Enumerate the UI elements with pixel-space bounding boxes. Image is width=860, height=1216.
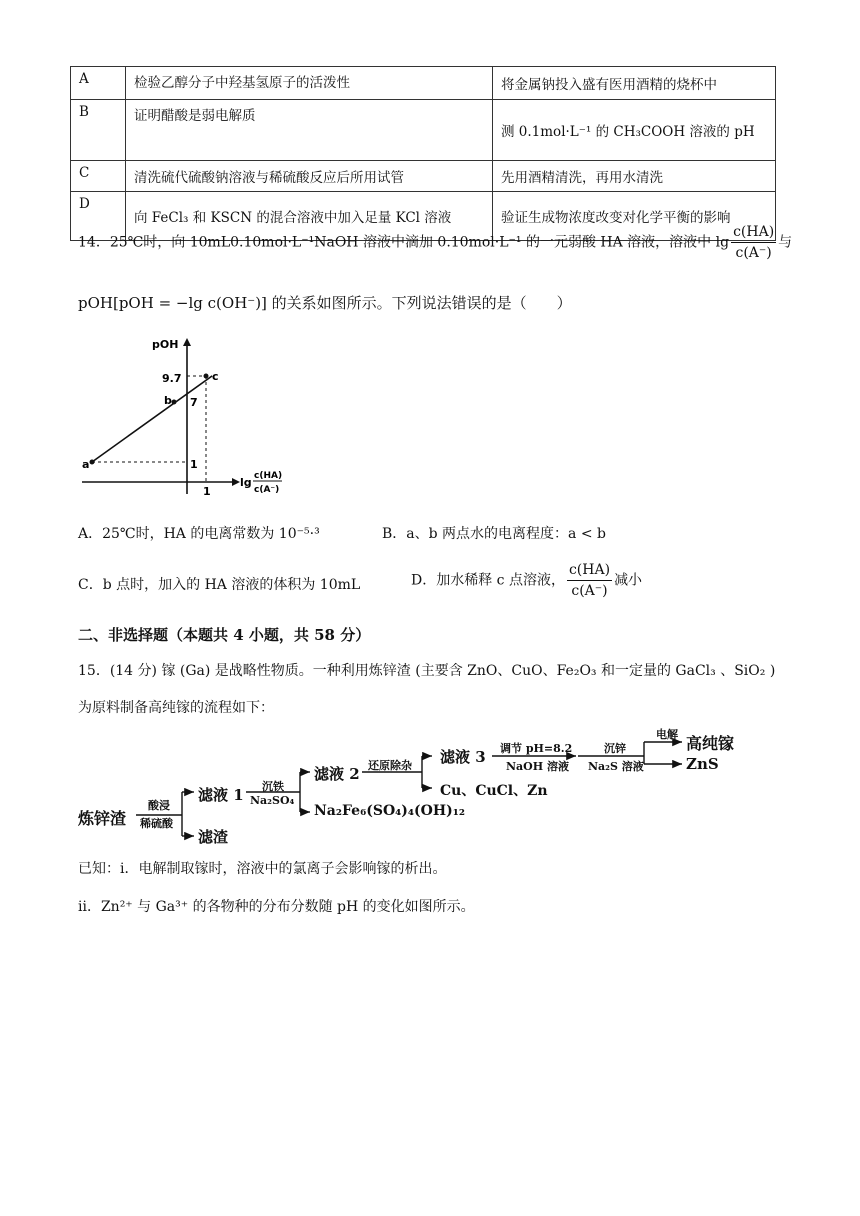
q14-stem-text: 14．25℃时，向 10mL0.10mol·L⁻¹NaOH 溶液中滴加 0.10mol·L⁻¹ 的一元弱酸 HA 溶液，溶液中 lg [78, 234, 730, 251]
option-d-post: 减小 [614, 572, 643, 589]
row-col2: 验证生成物浓度改变对化学平衡的影响 [493, 192, 776, 241]
row-col2: 先用酒精清洗，再用水清洗 [493, 161, 776, 192]
data-line [92, 376, 212, 462]
row-col2: 将金属钠投入盛有医用酒精的烧杯中 [493, 67, 776, 100]
option-d-fraction [567, 560, 612, 601]
row-col2: 测 0.1mol·L⁻¹ 的 CH₃COOH 溶液的 pH [493, 100, 776, 161]
q14-stem-line2: pOH[pOH = −lg c(OH⁻)] 的关系如图所示。下列说法错误的是（ ） [78, 294, 572, 312]
row-col1: 检验乙醇分子中羟基氢原子的活泼性 [126, 67, 493, 100]
q15-known-1: 已知：ⅰ．电解制取镓时，溶液中的氯离子会影响镓的析出。 [78, 861, 447, 877]
section-heading: 二、非选择题（本题共 4 小题，共 58 分） [78, 626, 371, 644]
frac-denominator: c(A⁻) [735, 245, 772, 261]
y-axis-arrow [183, 338, 191, 346]
row-col1: 清洗硫代硫酸钠溶液与稀硫酸反应后所用试管 [126, 161, 493, 192]
q14-option-a: A．25℃时，HA 的电离常数为 10⁻⁵·³ [78, 526, 320, 542]
q14-option-d [411, 560, 642, 601]
flow-product: 高纯镓 [686, 734, 735, 753]
flow-residue: 滤渣 [198, 828, 229, 846]
table-row [71, 100, 776, 161]
x-axis-prefix: lg [240, 476, 252, 489]
flow-byproducts: Cu、CuCl、Zn [440, 783, 548, 799]
q14-option-c: C．b 点时，加入的 HA 溶液的体积为 10mL [78, 577, 361, 593]
point-c-label: c [212, 370, 219, 383]
flow-zn-bottom: Na₂S 溶液 [588, 760, 644, 773]
row-key: D [71, 192, 126, 241]
row-col1: 向 FeCl₃ 和 KSCN 的混合溶液中加入足量 KCl 溶液 [126, 192, 493, 241]
flow-fe-top: 沉铁 [262, 780, 284, 793]
table-row [71, 67, 776, 100]
tick-1-y: 1 [190, 458, 198, 471]
flow-fe-bottom: Na₂SO₄ [250, 794, 295, 807]
flow-ph-bottom: NaOH 溶液 [506, 760, 569, 773]
x-axis-num: c(HA) [254, 471, 283, 481]
point-b-dot [172, 400, 177, 405]
flow-filtrate1: 滤液 1 [198, 786, 244, 804]
q14-stem-line1 [78, 222, 792, 263]
point-b-label: b [164, 394, 172, 407]
tick-7: 7 [190, 396, 198, 409]
options-table [70, 66, 776, 241]
row-key: B [71, 100, 126, 161]
frac-numerator: c(HA) [731, 222, 776, 243]
point-c-dot [204, 374, 209, 379]
row-key: A [71, 67, 126, 100]
q14-graph [72, 334, 292, 504]
flow-zns: ZnS [686, 755, 719, 773]
frac-numerator: c(HA) [567, 560, 612, 581]
option-d-pre: D．加水稀释 c 点溶液， [411, 572, 565, 589]
point-a-dot [90, 460, 95, 465]
flow-start: 炼锌渣 [78, 809, 127, 828]
q14-option-b: B．a、b 两点水的电离程度：a < b [382, 526, 606, 542]
frac-denominator: c(A⁻) [571, 583, 608, 599]
flow-zn-top: 沉锌 [604, 742, 626, 755]
row-key: C [71, 161, 126, 192]
y-axis-label: pOH [152, 338, 179, 351]
q15-line1: 15．(14 分) 镓 (Ga) 是战略性物质。一种利用炼锌渣 (主要含 ZnO、CuO、Fe₂O₃ 和一定量的 GaCl₃ 、SiO₂ ) [78, 663, 776, 679]
flow-ph-top: 调节 pH=8.2 [500, 742, 573, 755]
tick-1-x: 1 [203, 485, 211, 498]
row-col1: 证明醋酸是弱电解质 [126, 100, 493, 161]
q14-stem-tail: 与 [778, 234, 793, 251]
flow-acid-top: 酸浸 [148, 799, 170, 812]
q15-known-2: ⅱ．Zn²⁺ 与 Ga³⁺ 的各物种的分布分数随 pH 的变化如图所示。 [78, 899, 475, 915]
point-a-label: a [82, 458, 90, 471]
flow-filtrate3: 滤液 3 [440, 748, 486, 766]
q15-line2: 为原料制备高纯镓的流程如下： [78, 700, 274, 716]
flow-reduce: 还原除杂 [368, 759, 412, 772]
x-axis-den: c(A⁻) [254, 485, 280, 495]
flow-acid-bottom: 稀硫酸 [140, 817, 173, 830]
tick-9-7: 9.7 [162, 372, 182, 385]
flow-jarosite: Na₂Fe₆(SO₄)₄(OH)₁₂ [314, 803, 465, 819]
table-row [71, 161, 776, 192]
x-axis-arrow [232, 478, 240, 486]
flow-electro: 电解 [656, 728, 678, 741]
q14-fraction [731, 222, 776, 263]
flow-filtrate2: 滤液 2 [314, 765, 360, 783]
